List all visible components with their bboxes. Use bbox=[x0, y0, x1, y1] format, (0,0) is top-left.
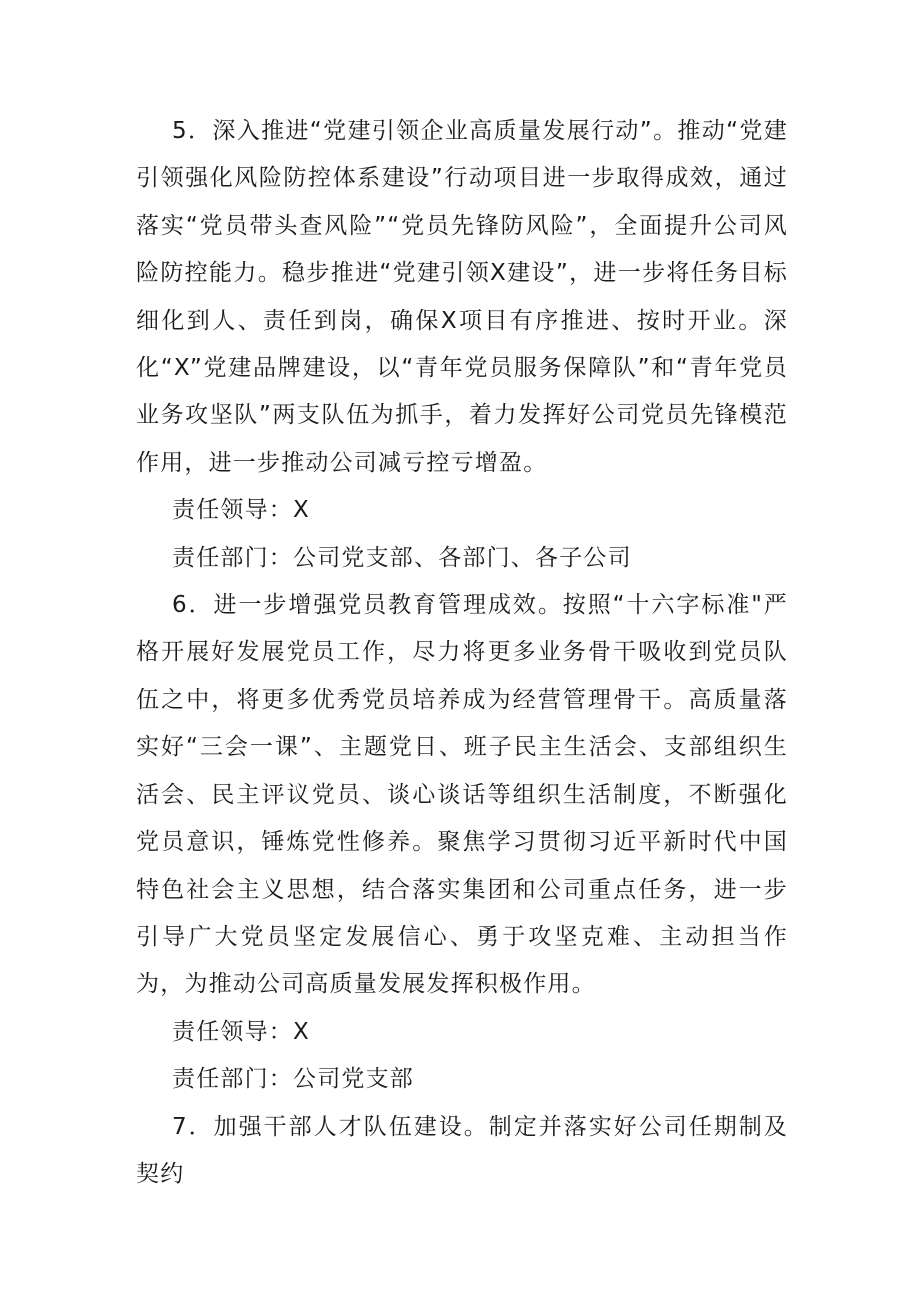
paragraph-item-7: 7．加强干部人才队伍建设。制定并落实好公司任期制及契约 bbox=[136, 1113, 788, 1187]
responsible-department-6: 责任部门：公司党支部 bbox=[172, 1066, 414, 1093]
paragraph-item-5: 5．深入推进“党建引领企业高质量发展行动”。推动“党建引领强化风险防控体系建设”行动项目进一步取得成效，通过落实“党员带头查风险”“党员先锋防风险”，全面提升公司风险防控能力。稳步推进“党建引领X建设”，进一步将任务目标细化到人、责任到岗，确保X项目有序推进、按时开业。深化“X”党建品牌建设，以“青年党员服务保障队”和“青年党员业务攻坚队”两支队伍为抓手，着力发挥好公司党员先锋模范作用，进一步推动公司减亏控亏增盈。 bbox=[136, 118, 788, 476]
paragraph-item-6: 6．进一步增强党员教育管理成效。按照“十六字标准"严格开展好发展党员工作，尽力将更多业务骨干吸收到党员队伍之中，将更多优秀党员培养成为经营管理骨干。高质量落实好“三会一课”、主题党日、班子民主生活会、支部组织生活会、民主评议党员、谈心谈话等组织生活制度，不断强化党员意识，锤炼党性修养。聚焦学习贯彻习近平新时代中国特色社会主义思想，结合落实集团和公司重点任务，进一步引导广大党员坚定发展信心、勇于攻坚克难、主动担当作为，为推动公司高质量发展发挥积极作用。 bbox=[136, 592, 788, 998]
responsible-department-5: 责任部门：公司党支部、各部门、各子公司 bbox=[172, 544, 632, 571]
responsible-leader-5: 责任领导：X bbox=[172, 497, 310, 524]
responsible-leader-6: 责任领导：X bbox=[172, 1018, 310, 1045]
document-body bbox=[136, 108, 788, 1198]
